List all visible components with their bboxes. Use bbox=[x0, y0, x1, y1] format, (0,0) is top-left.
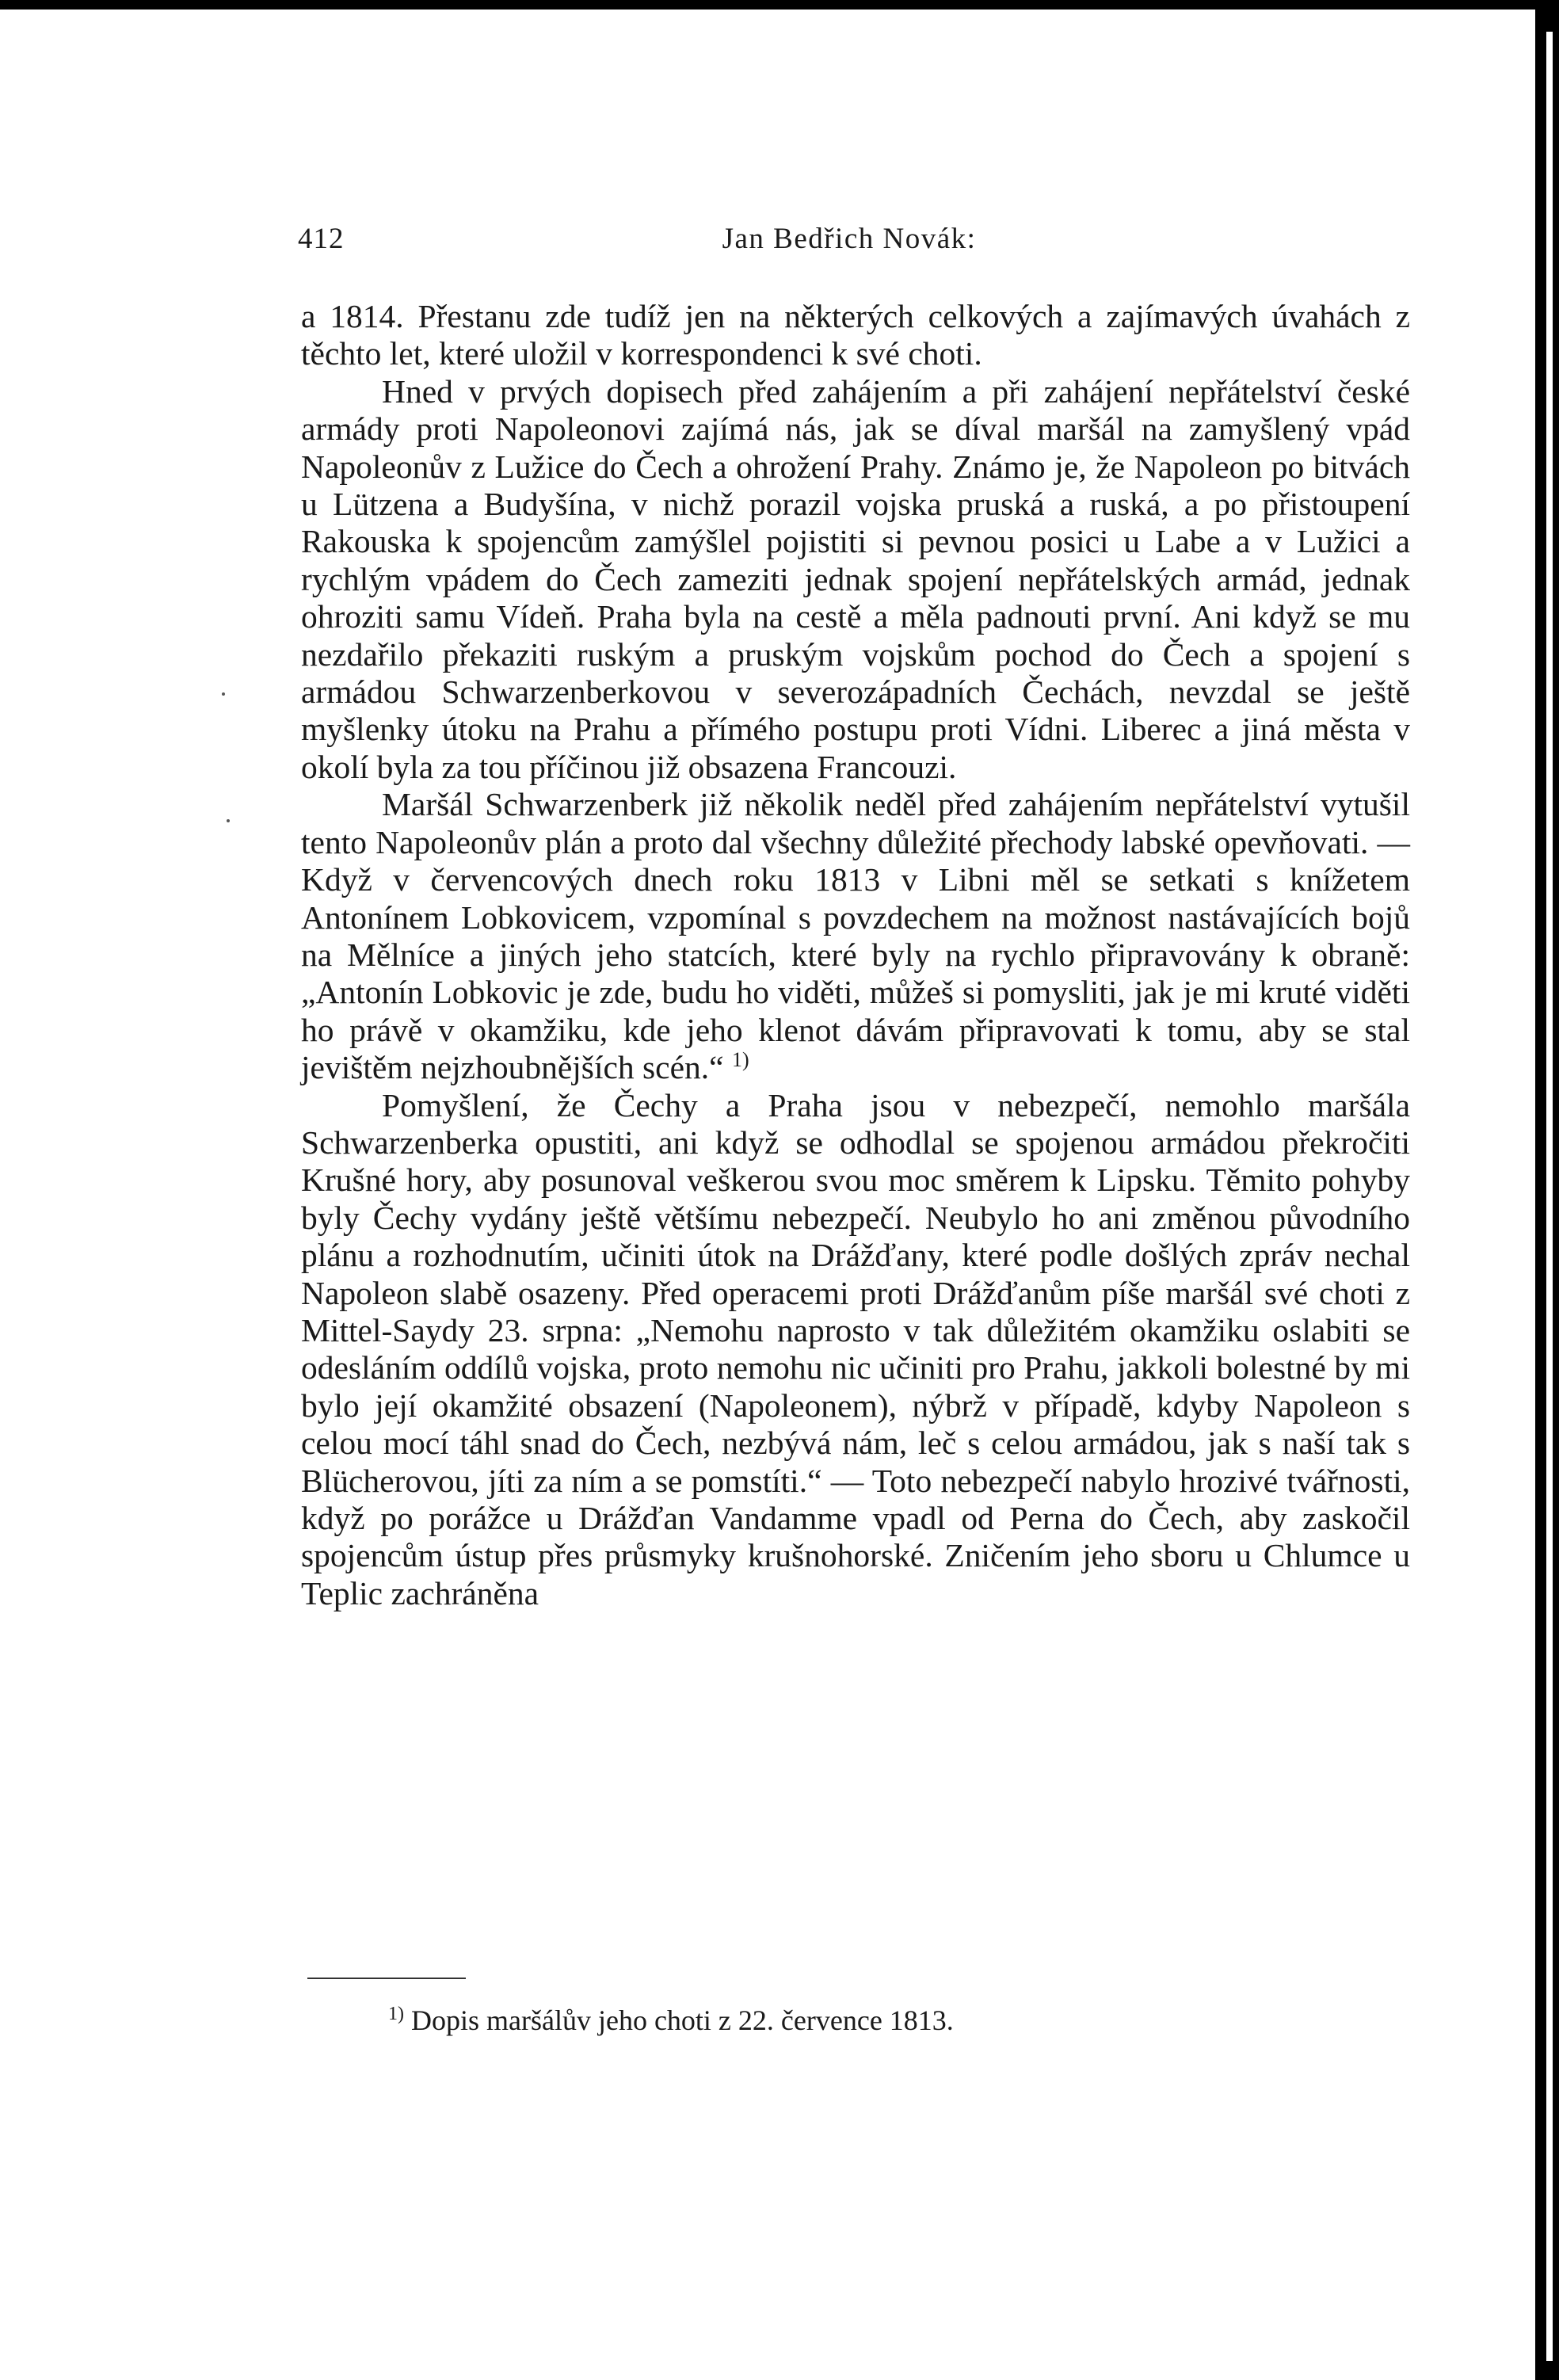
paragraph-2 bbox=[301, 373, 1410, 786]
paragraph-3 bbox=[301, 786, 1410, 1086]
paragraph-1 bbox=[301, 298, 1410, 373]
paragraph-4 bbox=[301, 1087, 1410, 1613]
paragraph-2-text: Hned v prvých dopisech před zahájením a při zahájení nepřátelství české armády proti Napoleonovi zajímá nás, jak se díval maršál na zamyšlený vpád Napoleonův z Lužice do Čech a ohrožení Prahy. Známo je, že Napoleon po bitvách u Lützena a Budyšína, v nichž porazil vojska pruská a ruská, a po přistoupení Rakouska k spojencům zamýšlel pojistiti si pevnou posici u Labe a v Lužici a rychlým vpádem do Čech zameziti jednak spojení nepřátelských armád, jednak ohroziti samu Vídeň. Praha byla na cestě a měla padnouti první. Ani když se mu nezdařilo překaziti ruským a pruským vojskům pochod do Čech a spojení s armádou Schwarzenberkovou v severozápadních Čechách, nevzdal se ještě myšlenky útoku na Prahu a přímého postupu proti Vídni. Liberec a jiná města v okolí byla za tou příčinou již obsazena Francouzi. bbox=[301, 372, 1410, 785]
footnote-text: Dopis maršálův jeho choti z 22. července 1813. bbox=[411, 2004, 954, 2036]
page-number: 412 bbox=[298, 223, 345, 255]
scan-speck bbox=[227, 819, 230, 822]
footnote-reference[interactable]: 1) bbox=[731, 1048, 749, 1072]
page-header bbox=[298, 222, 1401, 269]
book-page bbox=[0, 10, 1535, 2380]
paragraph-1-text: a 1814. Přestanu zde tudíž jen na některých celkových a zajímavých úvahách z těchto let, které uložil v korrespondenci k své choti. bbox=[301, 298, 1410, 372]
footnote-divider bbox=[307, 1978, 466, 1979]
footnote-mark: 1) bbox=[388, 2004, 404, 2024]
main-text bbox=[301, 298, 1410, 1612]
scan-speck bbox=[222, 692, 225, 696]
scan-edge-line bbox=[1546, 32, 1553, 2361]
paragraph-4-text: Pomyšlení, že Čechy a Praha jsou v nebezpečí, nemohlo maršála Schwarzenberka opustiti, ani když se odhodlal se spojenou armádou překročiti Krušné hory, aby posunoval veškerou svou moc směrem k Lipsku. Těmito pohyby byly Čechy vydány ještě většímu nebezpečí. Neubylo ho ani změnou původního plánu a rozhodnutím, učiniti útok na Drážďany, které podle došlých zpráv nechal Napoleon slabě osazeny. Před operacemi proti Drážďanům píše maršál své choti z Mittel-Saydy 23. srpna: „Nemohu naprosto v tak důležitém okamžiku oslabiti se odesláním oddílů vojska, proto nemohu nic učiniti pro Prahu, jakkoli bolestné by mi bylo její okamžité obsazení (Napoleonem), nýbrž v případě, kdyby Napoleon s celou mocí táhl snad do Čech, nezbývá nám, leč s celou armádou, jak s naší tak s Blücherovou, jíti za ním a se pomstíti.“ — Toto nebezpečí nabylo hrozivé tvářnosti, když po porážce u Drážďan Vandamme vpadl od Perna do Čech, aby zaskočil spojencům ústup přes průsmyky krušnohorské. Zničením jeho sboru u Chlumce u Teplic zachráněna bbox=[301, 1086, 1410, 1611]
footnote bbox=[388, 2003, 954, 2038]
paragraph-3-text: Maršál Schwarzenberk již několik neděl před zahájením nepřátelství vytušil tento Napoleonův plán a proto dal všechny důležité přechody labské opevňovati. — Když v červencových dnech roku 1813 v Libni měl se setkati s knížetem Antonínem Lobkovicem, vzpomínal s povzdechem na možnost nastávajících bojů na Mělníce a jiných jeho statcích, které byly na rychlo připravovány k obraně: „Antonín Lobkovic je zde, budu ho viděti, můžeš si pomysliti, jak je mi kruté viděti ho právě v okamžiku, kde jeho klenot dávám připravovati k tomu, aby se stal jevištěm nejzhoubnějších scén.“ bbox=[301, 786, 1410, 1086]
running-head: Jan Bedřich Novák: bbox=[722, 223, 977, 255]
